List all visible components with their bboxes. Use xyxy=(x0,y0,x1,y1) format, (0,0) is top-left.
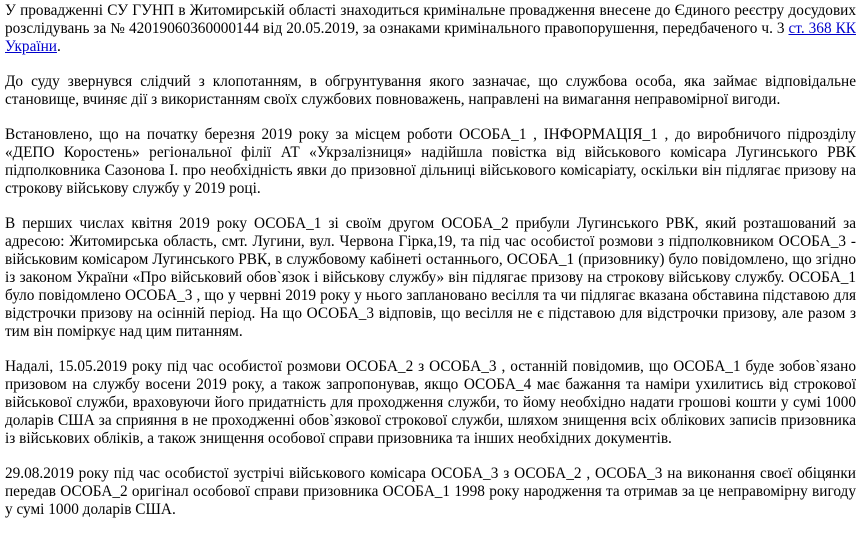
document-body xyxy=(5,2,856,536)
paragraph-april-visit: В перших числах квітня 2019 року ОСОБА_1 зі своїм другом ОСОБА_2 прибули Лугинського РВК, який розташований за адресою: Житомирська область, смт. Лугини, вул. Червона Гірка,19, та під час особистої розмови з підполковником ОСОБА_3 - військовим комісаром Лугинського РВК, в службовому кабінеті останнього, ОСОБА_1 (призовнику) було повідомлено, що згідно із законом України «Про військовий обов`язок і військову службу» він підлягає призову на строкову військову службу. ОСОБА_1 було повідомлено ОСОБА_3 , що у червні 2019 року у нього заплановано весілля та чи підлягає вказана обставина підставою для відстрочки призову на осінній період. На що ОСОБА_3 відповів, що весілля не є підставою для відстрочки призову, але разом з тим він поміркує над цим питанням. xyxy=(5,215,856,340)
paragraph-established: Встановлено, що на початку березня 2019 року за місцем роботи ОСОБА_1 , ІНФОРМАЦІЯ_1 , до виробничого підрозділу «ДЕПО Коростень» регіональної філії АТ «Укрзалізниця» надійшла повістка від військового комісара Лугинського РВК підполковника Сазонова І. про необхідність явки до призовної дільниці військового комісаріату, оскільки він підлягає призову на строкову військову службу у 2019 році. xyxy=(5,126,856,197)
paragraph-case-intro-text: У провадженні СУ ГУНП в Житомирській області знаходиться кримінальне провадження внесене до Єдиного реєстру досудових розслідувань за № 42019060360000144 від 20.05.2019, за ознаками кримінального правопорушення, передбаченого ч. 3 xyxy=(5,2,856,37)
paragraph-transfer: 29.08.2019 року під час особистої зустрічі військового комісара ОСОБА_3 з ОСОБА_2 , ОСОБА_3 на виконання своєї обіцянки передав ОСОБА_2 оригінал особової справи призовника ОСОБА_1 1998 року народження та отримав за це неправомірну вигоду у сумі 1000 доларів США. xyxy=(5,465,856,518)
paragraph-bribe-proposal: Надалі, 15.05.2019 року під час особистої розмови ОСОБА_2 з ОСОБА_3 , останній повідомив, що ОСОБА_1 буде зобов`язано призовом на службу восени 2019 року, а також запропонував, якщо ОСОБА_4 має бажання та наміри ухилитись від строкової військової служби, враховуючи його придатність для проходження служби, то йому необхідно надати грошові кошти у сумі 1000 доларів США за сприяння в не проходженні обов`язкової строкової служби, шляхом знищення всіх облікових записів призовника із військових обліків, а також знищення особової справи призовника та інших необхідних документів. xyxy=(5,358,856,447)
paragraph-motion: До суду звернувся слідчий з клопотанням, в обгрунтування якого зазначає, що службова особа, яка займає відповідальне становище, вчиняє дії з використанням своїх службових повноважень, направлені на вимагання неправомірної вигоди. xyxy=(5,73,856,108)
paragraph-case-intro xyxy=(5,2,856,56)
criminal-code-article-link[interactable]: ст. 368 КК України xyxy=(5,20,856,55)
paragraph-case-intro-end: . xyxy=(56,38,61,55)
